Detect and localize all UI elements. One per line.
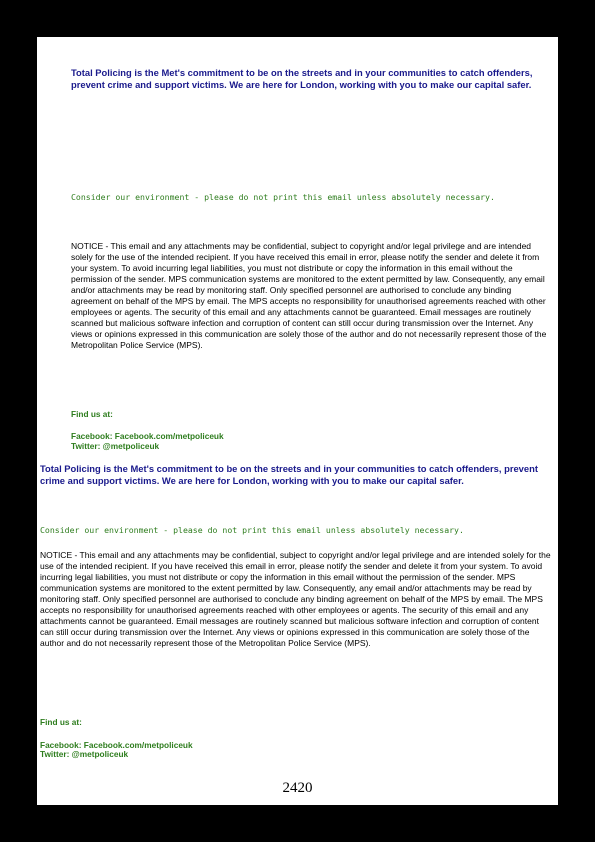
policing-statement-2: Total Policing is the Met's commitment to be on the streets and in your communities to catch offenders, prevent crime and support victims. We are here for London, working with you to make our capital safer. bbox=[40, 463, 538, 486]
notice-paragraph-1: NOTICE - This email and any attachments may be confidential, subject to copyright and/or legal privilege and are intended solely for the use of the intended recipient. If you have received this email in error, please notify the sender and delete it from your system. To avoid incurring legal liabilities, you must not distribute or copy the information in this email without the permission of the sender. MPS communication systems are monitored to the extent permitted by law. Consequently, any email and/or attachments may be read by monitoring staff. Only specified personnel are authorised to conclude any binding agreement on behalf of the MPS by email. The MPS accepts no responsibility for unauthorised agreements reached with other employees or agents. The security of this email and any attachments cannot be guaranteed. Email messages are routinely scanned but malicious software infection and corruption of content can still occur during transmission over the Internet. Any views or opinions expressed in this communication are solely those of the author and do not necessarily represent those of the Metropolitan Police Service (MPS). bbox=[71, 241, 547, 350]
twitter-link-1[interactable]: Twitter: @metpoliceuk bbox=[71, 441, 160, 451]
find-us-label-2: Find us at: bbox=[40, 717, 82, 727]
environment-note-2: Consider our environment - please do not print this email unless absolutely necessary. bbox=[40, 525, 464, 535]
facebook-link-2[interactable]: Facebook: Facebook.com/metpoliceuk bbox=[40, 740, 193, 750]
page-number: 2420 bbox=[282, 780, 313, 796]
twitter-link-2[interactable]: Twitter: @metpoliceuk bbox=[40, 749, 129, 759]
facebook-link-1[interactable]: Facebook: Facebook.com/metpoliceuk bbox=[71, 431, 224, 441]
find-us-label-1: Find us at: bbox=[71, 409, 113, 419]
environment-note-1: Consider our environment - please do not print this email unless absolutely necessary. bbox=[71, 192, 495, 202]
notice-paragraph-2: NOTICE - This email and any attachments may be confidential, subject to copyright and/or legal privilege and are intended solely for the use of the intended recipient. If you have received this email in error, please notify the sender and delete it from your system. To avoid incurring legal liabilities, you must not distribute or copy the information in this email without the permission of the sender. MPS communication systems are monitored to the extent permitted by law. Consequently, any email and/or attachments may be read by monitoring staff. Only specified personnel are authorised to conclude any binding agreement on behalf of the MPS by email. The MPS accepts no responsibility for unauthorised agreements reached with other employees or agents. The security of this email and any attachments cannot be guaranteed. Email messages are routinely scanned but malicious software infection and corruption of content can still occur during transmission over the Internet. Any views or opinions expressed in this communication are solely those of the author and do not necessarily represent those of the Metropolitan Police Service (MPS). bbox=[40, 550, 551, 648]
policing-statement-1: Total Policing is the Met's commitment to be on the streets and in your communities to catch offenders, prevent crime and support victims. We are here for London, working with you to make our capital safer. bbox=[71, 67, 533, 90]
document-page bbox=[37, 37, 558, 805]
